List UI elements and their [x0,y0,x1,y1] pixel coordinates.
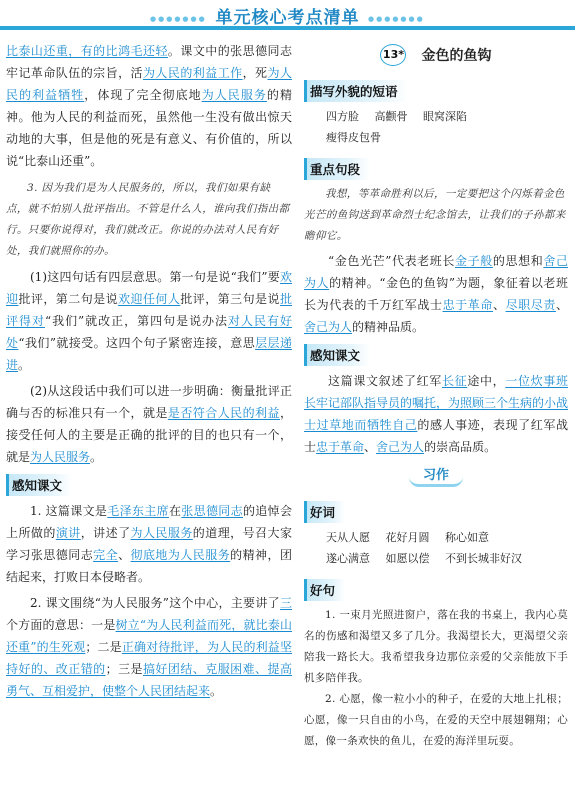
word: 天从人愿 [326,531,370,544]
header-dots-left: ●●●●●●● [150,15,207,23]
ganzhi-right-paragraph [304,370,568,458]
word: 如愿以偿 [385,552,430,565]
highlighted-answer: 欢迎 [6,270,292,306]
lesson-name: 金色的鱼钩 [421,48,492,64]
phrase: 高颧骨 [374,110,408,123]
text-run: “我们”就接受。这四个句子紧密连接，意思 [18,336,256,350]
good-sentence-2: 2. 心愿，像一粒小小的种子，在爱的大地上扎根；心愿，像一只自由的小鸟，在爱的天空中展翅翱翔；心愿，像一条欢快的鱼儿，在爱的海洋里玩耍。 [304,693,568,747]
highlighted-answer: 树立“为人民利益而死，就比泰山还重”的生死观 [6,618,292,654]
zuowen-label: 习作 [409,467,463,487]
highlighted-answer: 尽职尽责 [505,298,556,312]
highlighted-answer: 搞好团结、克服困难、提高勇气、互相爱护，使整个人民团结起来 [6,662,292,698]
text-run: ；三是 [105,662,143,676]
highlighted-answer: 对人民有好处 [6,314,292,350]
phrase-row-1 [326,106,568,127]
text-run: ，接受任何人的主要是正确的批评的目的也只有一个，就是 [6,406,292,464]
key-sentence-analysis [304,250,568,338]
highlighted-answer: 比泰山还重，有的比鸿毛还轻 [6,44,168,58]
text-run: 的思想和 [492,254,544,268]
highlighted-answer: 是否符合人民的利益 [167,406,280,420]
text-run: 、 [492,298,506,312]
text-run: 、 [555,298,568,312]
quote-paragraph-3: 3. 因为我们是为人民服务的，所以，我们如果有缺点，就不怕别人批评指出。不管是什么人，谁向我们指出都行。只要你说得对，我们就改正。你说的办法对人民有好处，我们就照你的办。 [6,182,290,257]
highlighted-answer: 为人民服务 [130,526,193,540]
text-run: 。 [18,358,31,372]
highlighted-answer: 金子般 [455,254,493,268]
text-run: ；二是 [85,640,122,654]
section-heading-appearance: 描写外貌的短语 [304,80,408,102]
lesson-title [304,44,568,66]
ganzhi-paragraph-1 [6,500,292,588]
highlighted-answer: 舍己为人 [304,320,353,334]
ganzhi-paragraph-2 [6,592,292,702]
analysis-paragraph-1 [6,266,292,376]
highlighted-answer: 舍己为人 [376,440,425,454]
text-run: 批评，第二句是说 [18,292,119,306]
highlighted-answer: 忠于革命 [316,440,365,454]
section-heading-ganzhi: 感知课文 [6,474,72,496]
phrase: 四方脸 [326,110,359,123]
lesson-number-badge: 13* [380,44,406,66]
text-run: 2. 课文围绕“为人民服务”这个中心，主要讲了 [30,596,280,610]
word: 称心如意 [445,531,489,544]
word: 花好月圆 [385,531,430,544]
analysis-paragraph-2 [6,380,292,468]
highlighted-answer: 为人民服务 [30,450,91,464]
word: 遂心满意 [326,552,370,565]
word-row-1 [326,527,568,548]
text-run: 途中， [467,374,506,388]
text-run: 的崇高品质。 [424,440,497,454]
text-run: 、 [364,440,377,454]
text-run: (2)从这段话中我们可以进一步明确：衡量批评正确与否的标准只有一个，就是 [6,384,292,420]
zuowen-banner [304,464,568,483]
header-dots-right: ●●●●●●● [368,15,425,23]
right-column [304,40,568,752]
text-run: “我们”就改正，第四句是说办法 [44,314,229,328]
text-run: ，讲述了 [80,526,131,540]
text-run: ，体现了完全彻底地 [84,88,202,102]
word: 不到长城非好汉 [445,552,522,565]
section-heading-ganzhi-right: 感知课文 [304,344,370,366]
highlighted-answer: 为人民的利益牺牲 [6,66,292,102]
word-row-2 [326,548,568,569]
text-run: 。 [210,684,223,698]
highlighted-answer: 层层递进 [6,336,292,372]
highlighted-answer: 长征 [441,374,468,388]
highlighted-answer: 批评得对 [6,292,292,328]
section-heading-good-sentences: 好句 [304,579,345,601]
highlighted-answer: 演讲 [55,526,81,540]
appearance-phrases [304,106,568,148]
text-run: 在 [168,504,182,518]
left-column [6,40,292,702]
text-run: 的精神，团结起来，打败日本侵略者。 [6,548,292,584]
highlighted-answer: 张思德同志 [181,504,243,518]
good-words [304,527,568,569]
text-run: (1)这四句话有四层意思。第一句是说“我们”要 [30,270,280,284]
text-run: 的精神。“金色的鱼钩”为题，象征着以老班长为代表的千万红军战士 [304,276,568,312]
highlighted-answer: 忠于革命 [442,298,493,312]
text-run: 。 [90,450,103,464]
section-heading-good-words: 好词 [304,501,345,523]
text-run: 、 [118,548,131,562]
section-heading-key-sentences: 重点句段 [304,158,370,180]
highlighted-answer: 彻底地为人民服务 [130,548,231,562]
highlighted-answer: 欢迎任何人 [118,292,181,306]
text-run: 的感人事迹，表现了红军战士 [304,418,568,454]
text-run: 的精神品质。 [352,320,425,334]
text-run: 个方面的意思：一是 [6,618,116,632]
good-sentence-1: 1. 一束月光照进窗户，落在我的书桌上，我内心莫名的伤感和渴望又多了几分。我渴望长大，更渴望父亲陪我一路长大。我希望我身边那位亲爱的父亲能放下手机多陪伴我。 [304,609,568,684]
phrase: 瘦得皮包骨 [326,131,381,144]
text-run: “金色光芒”代表老班长 [328,254,456,268]
text-run: ，死 [242,66,268,80]
highlighted-answer: 为人民服务 [201,88,267,102]
text-run: 批评，第三句是说 [180,292,280,306]
highlighted-answer: 完全 [93,548,119,562]
highlighted-answer: 毛泽东主席 [107,504,169,518]
page-header [0,0,575,34]
text-run: 的精神。他为人民的利益而死，虽然他一生没有做出惊天动地的大事，但是他的死是有意义、有价值的，所以说“比泰山还重”。 [6,88,292,168]
text-run: 的追悼会上所做的 [6,504,292,540]
highlighted-answer: 正确对待批评，为人民的利益坚持好的、改正错的 [6,640,292,676]
text-run: 。课文中的张思德同志牢记革命队伍的宗旨，活 [6,44,292,80]
highlighted-answer: 舍己为人 [304,254,568,290]
page-title: 单元核心考点清单 [215,8,360,28]
highlighted-answer: 一位炊事班长牢记部队指导员的嘱托，为照顾三个生病的小战士过草地而牺牲自己 [304,374,569,432]
key-sentence-quote: 我想，等革命胜利以后，一定要把这个闪烁着金色光芒的鱼钩送到革命烈士纪念馆去，让我们的子孙都来瞻仰它。 [304,188,566,242]
highlighted-answer: 为人民的利益工作 [142,66,243,80]
text-run: 这篇课文叙述了红军 [328,374,442,388]
text-run: 1. 这篇课文是 [30,504,108,518]
intro-paragraph [6,40,292,172]
highlighted-answer: 三 [279,596,292,610]
text-run: 的道理，号召大家学习张思德同志 [6,526,292,562]
phrase: 眼窝深陷 [423,110,467,123]
phrase-row-2 [326,127,568,148]
